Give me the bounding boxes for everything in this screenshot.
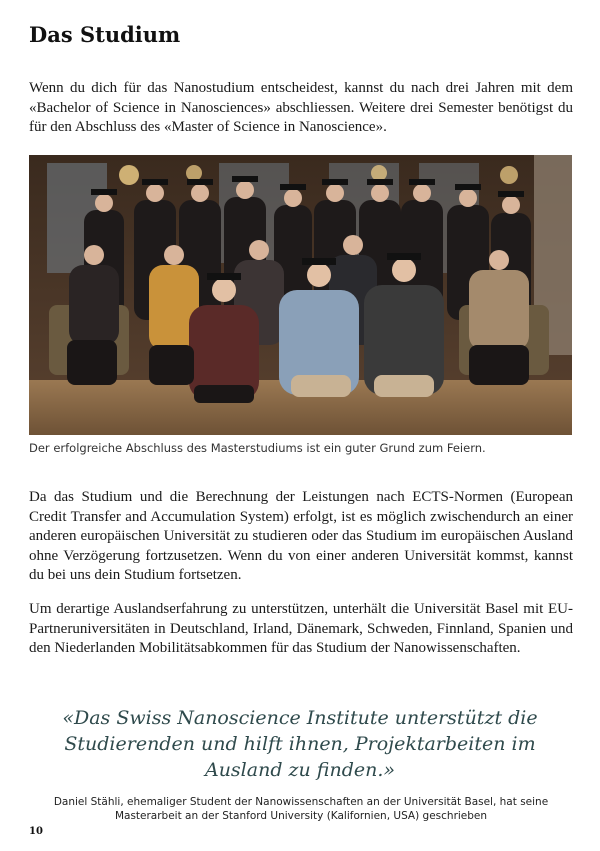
intro-paragraph: Wenn du dich für das Nanostudium entscheidest, kannst du nach drei Jahren mit dem «Bachelor of Science in Nanosciences» abschliessen. Weitere drei Semester benötigst du für den Abschluss des «Master of Science in Nanoscience».	[29, 80, 573, 135]
page-title: Das Studium	[29, 22, 181, 47]
pull-quote: «Das Swiss Nanoscience Institute unterstützt die Studierenden und hilft ihnen, Projektarbeiten im Ausland zu finden.»	[62, 707, 538, 781]
photo-caption: Der erfolgreiche Abschluss des Masterstudiums ist ein guter Grund zum Feiern.	[29, 441, 486, 455]
graduation-photo	[29, 155, 572, 435]
mobility-paragraph: Um derartige Auslandserfahrung zu unterstützen, unterhält die Universität Basel mit EU-Partneruniversitäten in Deutschland, Irland, Dänemark, Schweden, Finnland, Spanien und den Niederlanden Mobilitätsabkommen für das Studium der Nanowissenschaften.	[29, 601, 573, 656]
quote-attribution: Daniel Stähli, ehemaliger Student der Nanowissenschaften an der Universität Basel, hat seine Masterarbeit an der Stanford University (Kalifornien, USA) geschrieben	[53, 796, 549, 822]
ects-paragraph: Da das Studium und die Berechnung der Leistungen nach ECTS-Normen (European Credit Transfer and Accumulation System) erfolgt, ist es möglich zwischendurch an einer anderen europäischen Universität zu studieren oder das Studium im europäischen Ausland ohne Verzögerung fortzusetzen. Wenn du von einer anderen Universität kommst, kannst du bei uns dein Studium fortsetzen.	[29, 489, 573, 583]
page-number: 10	[29, 826, 43, 837]
